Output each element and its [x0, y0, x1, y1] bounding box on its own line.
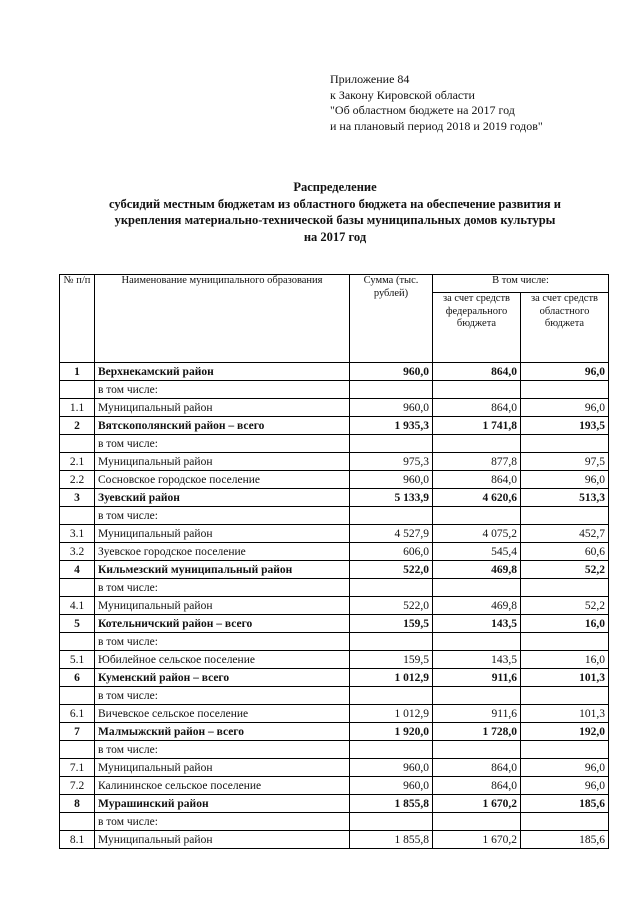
row-federal-cell: 864,0 — [433, 471, 521, 489]
row-federal-cell: 1 670,2 — [433, 831, 521, 849]
row-regional-cell — [521, 507, 609, 525]
row-name-cell: в том числе: — [95, 633, 350, 651]
table-body — [60, 363, 609, 849]
row-regional-cell: 96,0 — [521, 363, 609, 381]
row-federal-cell: 864,0 — [433, 399, 521, 417]
header-name: Наименование муниципального образования — [95, 275, 350, 363]
row-federal-cell: 143,5 — [433, 651, 521, 669]
row-sum-cell: 159,5 — [350, 615, 433, 633]
row-federal-cell: 911,6 — [433, 669, 521, 687]
row-federal-cell — [433, 435, 521, 453]
row-num-cell — [60, 507, 95, 525]
row-sum-cell — [350, 435, 433, 453]
table-row — [60, 381, 609, 399]
table-row — [60, 723, 609, 741]
appendix-line: "Об областном бюджете на 2017 год — [330, 103, 515, 117]
title-line: Распределение — [293, 180, 377, 194]
table-row — [60, 831, 609, 849]
row-regional-cell: 192,0 — [521, 723, 609, 741]
row-sum-cell: 522,0 — [350, 561, 433, 579]
row-regional-cell — [521, 579, 609, 597]
row-num-cell: 6 — [60, 669, 95, 687]
row-federal-cell — [433, 813, 521, 831]
table-row — [60, 471, 609, 489]
header-num: № п/п — [60, 275, 95, 363]
row-num-cell: 7 — [60, 723, 95, 741]
row-federal-cell — [433, 507, 521, 525]
row-sum-cell: 1 855,8 — [350, 795, 433, 813]
row-sum-cell — [350, 687, 433, 705]
row-num-cell: 4 — [60, 561, 95, 579]
table-row — [60, 489, 609, 507]
row-federal-cell — [433, 741, 521, 759]
row-num-cell: 7.1 — [60, 759, 95, 777]
row-num-cell — [60, 687, 95, 705]
row-regional-cell — [521, 435, 609, 453]
row-name-cell: Малмыжский район – всего — [95, 723, 350, 741]
row-num-cell: 6.1 — [60, 705, 95, 723]
row-regional-cell: 101,3 — [521, 669, 609, 687]
row-sum-cell: 522,0 — [350, 597, 433, 615]
table-row — [60, 579, 609, 597]
row-sum-cell: 960,0 — [350, 399, 433, 417]
table-row — [60, 615, 609, 633]
row-name-cell: в том числе: — [95, 579, 350, 597]
row-regional-cell — [521, 381, 609, 399]
row-sum-cell: 1 920,0 — [350, 723, 433, 741]
row-sum-cell — [350, 381, 433, 399]
title-line: на 2017 год — [303, 229, 367, 244]
row-regional-cell: 452,7 — [521, 525, 609, 543]
row-name-cell: Вятскополянский район – всего — [95, 417, 350, 435]
row-name-cell: Зуевский район — [95, 489, 350, 507]
appendix-line: Приложение 84 — [330, 72, 410, 86]
row-regional-cell: 96,0 — [521, 471, 609, 489]
table-row — [60, 363, 609, 381]
header-including: В том числе: — [433, 275, 609, 293]
row-num-cell — [60, 579, 95, 597]
row-num-cell: 3.2 — [60, 543, 95, 561]
table-row — [60, 813, 609, 831]
appendix-line: к Закону Кировской области — [330, 87, 475, 102]
row-name-cell: Муниципальный район — [95, 525, 350, 543]
row-federal-cell: 143,5 — [433, 615, 521, 633]
table-row — [60, 525, 609, 543]
row-num-cell: 8 — [60, 795, 95, 813]
table-row — [60, 543, 609, 561]
row-federal-cell: 4 075,2 — [433, 525, 521, 543]
row-name-cell: в том числе: — [95, 741, 350, 759]
table-row — [60, 561, 609, 579]
row-regional-cell: 96,0 — [521, 759, 609, 777]
table-row — [60, 777, 609, 795]
document-title — [40, 179, 630, 245]
row-sum-cell: 960,0 — [350, 363, 433, 381]
table-row — [60, 669, 609, 687]
row-num-cell — [60, 741, 95, 759]
row-num-cell — [60, 813, 95, 831]
row-name-cell: Калининское сельское поселение — [95, 777, 350, 795]
row-name-cell: Сосновское городское поселение — [95, 471, 350, 489]
row-regional-cell: 193,5 — [521, 417, 609, 435]
row-regional-cell: 96,0 — [521, 777, 609, 795]
row-federal-cell — [433, 633, 521, 651]
row-sum-cell: 1 935,3 — [350, 417, 433, 435]
row-num-cell: 8.1 — [60, 831, 95, 849]
row-num-cell: 2.1 — [60, 453, 95, 471]
row-name-cell: Муниципальный район — [95, 453, 350, 471]
row-name-cell: Вичевское сельское поселение — [95, 705, 350, 723]
row-num-cell — [60, 381, 95, 399]
row-federal-cell: 877,8 — [433, 453, 521, 471]
row-regional-cell: 101,3 — [521, 705, 609, 723]
table-row — [60, 795, 609, 813]
row-regional-cell: 16,0 — [521, 651, 609, 669]
row-federal-cell: 864,0 — [433, 759, 521, 777]
title-line: субсидий местным бюджетам из областного бюджета на обеспечение развития и — [109, 196, 561, 211]
row-regional-cell: 96,0 — [521, 399, 609, 417]
row-num-cell: 1 — [60, 363, 95, 381]
row-federal-cell: 469,8 — [433, 597, 521, 615]
row-num-cell: 3.1 — [60, 525, 95, 543]
row-federal-cell: 1 728,0 — [433, 723, 521, 741]
row-name-cell: Котельничский район – всего — [95, 615, 350, 633]
row-name-cell: Муниципальный район — [95, 399, 350, 417]
row-federal-cell: 469,8 — [433, 561, 521, 579]
row-name-cell: Мурашинский район — [95, 795, 350, 813]
row-regional-cell: 513,3 — [521, 489, 609, 507]
row-num-cell: 2 — [60, 417, 95, 435]
row-num-cell: 1.1 — [60, 399, 95, 417]
row-name-cell: в том числе: — [95, 381, 350, 399]
table-row — [60, 417, 609, 435]
row-name-cell: Юбилейное сельское поселение — [95, 651, 350, 669]
appendix-line: и на плановый период 2018 и 2019 годов" — [330, 118, 543, 133]
row-sum-cell: 4 527,9 — [350, 525, 433, 543]
row-name-cell: Верхнекамский район — [95, 363, 350, 381]
row-sum-cell: 5 133,9 — [350, 489, 433, 507]
row-federal-cell — [433, 579, 521, 597]
row-sum-cell: 1 012,9 — [350, 669, 433, 687]
row-federal-cell: 1 670,2 — [433, 795, 521, 813]
row-name-cell: Куменский район – всего — [95, 669, 350, 687]
row-name-cell: в том числе: — [95, 813, 350, 831]
row-regional-cell: 60,6 — [521, 543, 609, 561]
row-num-cell — [60, 633, 95, 651]
row-num-cell: 2.2 — [60, 471, 95, 489]
row-num-cell: 7.2 — [60, 777, 95, 795]
row-sum-cell: 1 012,9 — [350, 705, 433, 723]
row-regional-cell — [521, 687, 609, 705]
row-federal-cell: 911,6 — [433, 705, 521, 723]
header-sum: Сумма (тыс. рублей) — [350, 275, 433, 363]
row-regional-cell — [521, 633, 609, 651]
row-name-cell: Муниципальный район — [95, 597, 350, 615]
row-num-cell — [60, 435, 95, 453]
row-name-cell: Муниципальный район — [95, 759, 350, 777]
row-federal-cell: 864,0 — [433, 363, 521, 381]
row-sum-cell: 159,5 — [350, 651, 433, 669]
row-regional-cell: 185,6 — [521, 831, 609, 849]
row-regional-cell — [521, 741, 609, 759]
row-regional-cell: 52,2 — [521, 561, 609, 579]
table-row — [60, 687, 609, 705]
table-row — [60, 741, 609, 759]
table-row — [60, 507, 609, 525]
row-sum-cell: 1 855,8 — [350, 831, 433, 849]
row-sum-cell: 960,0 — [350, 471, 433, 489]
row-federal-cell — [433, 381, 521, 399]
row-sum-cell — [350, 579, 433, 597]
row-sum-cell — [350, 633, 433, 651]
row-sum-cell: 975,3 — [350, 453, 433, 471]
row-federal-cell: 545,4 — [433, 543, 521, 561]
row-num-cell: 4.1 — [60, 597, 95, 615]
subsidy-table — [59, 274, 609, 849]
row-num-cell: 3 — [60, 489, 95, 507]
row-num-cell: 5.1 — [60, 651, 95, 669]
table-row — [60, 651, 609, 669]
row-name-cell: в том числе: — [95, 687, 350, 705]
row-sum-cell — [350, 813, 433, 831]
appendix-header — [330, 72, 543, 134]
row-regional-cell: 16,0 — [521, 615, 609, 633]
row-num-cell: 5 — [60, 615, 95, 633]
table-row — [60, 633, 609, 651]
header-regional: за счет средств областного бюджета — [521, 293, 609, 363]
row-name-cell: в том числе: — [95, 435, 350, 453]
row-regional-cell: 97,5 — [521, 453, 609, 471]
row-name-cell: в том числе: — [95, 507, 350, 525]
title-line: укрепления материально-технической базы муниципальных домов культуры — [114, 213, 556, 227]
header-federal: за счет средств федерального бюджета — [433, 293, 521, 363]
table-row — [60, 597, 609, 615]
row-sum-cell: 960,0 — [350, 759, 433, 777]
row-regional-cell — [521, 813, 609, 831]
row-name-cell: Зуевское городское поселение — [95, 543, 350, 561]
row-name-cell: Кильмезский муниципальный район — [95, 561, 350, 579]
row-federal-cell: 864,0 — [433, 777, 521, 795]
row-regional-cell: 52,2 — [521, 597, 609, 615]
row-sum-cell: 606,0 — [350, 543, 433, 561]
row-name-cell: Муниципальный район — [95, 831, 350, 849]
row-sum-cell — [350, 507, 433, 525]
table-row — [60, 435, 609, 453]
row-sum-cell — [350, 741, 433, 759]
row-federal-cell — [433, 687, 521, 705]
table-row — [60, 759, 609, 777]
row-regional-cell: 185,6 — [521, 795, 609, 813]
row-sum-cell: 960,0 — [350, 777, 433, 795]
table-row — [60, 453, 609, 471]
table-row — [60, 399, 609, 417]
row-federal-cell: 4 620,6 — [433, 489, 521, 507]
row-federal-cell: 1 741,8 — [433, 417, 521, 435]
table-row — [60, 705, 609, 723]
